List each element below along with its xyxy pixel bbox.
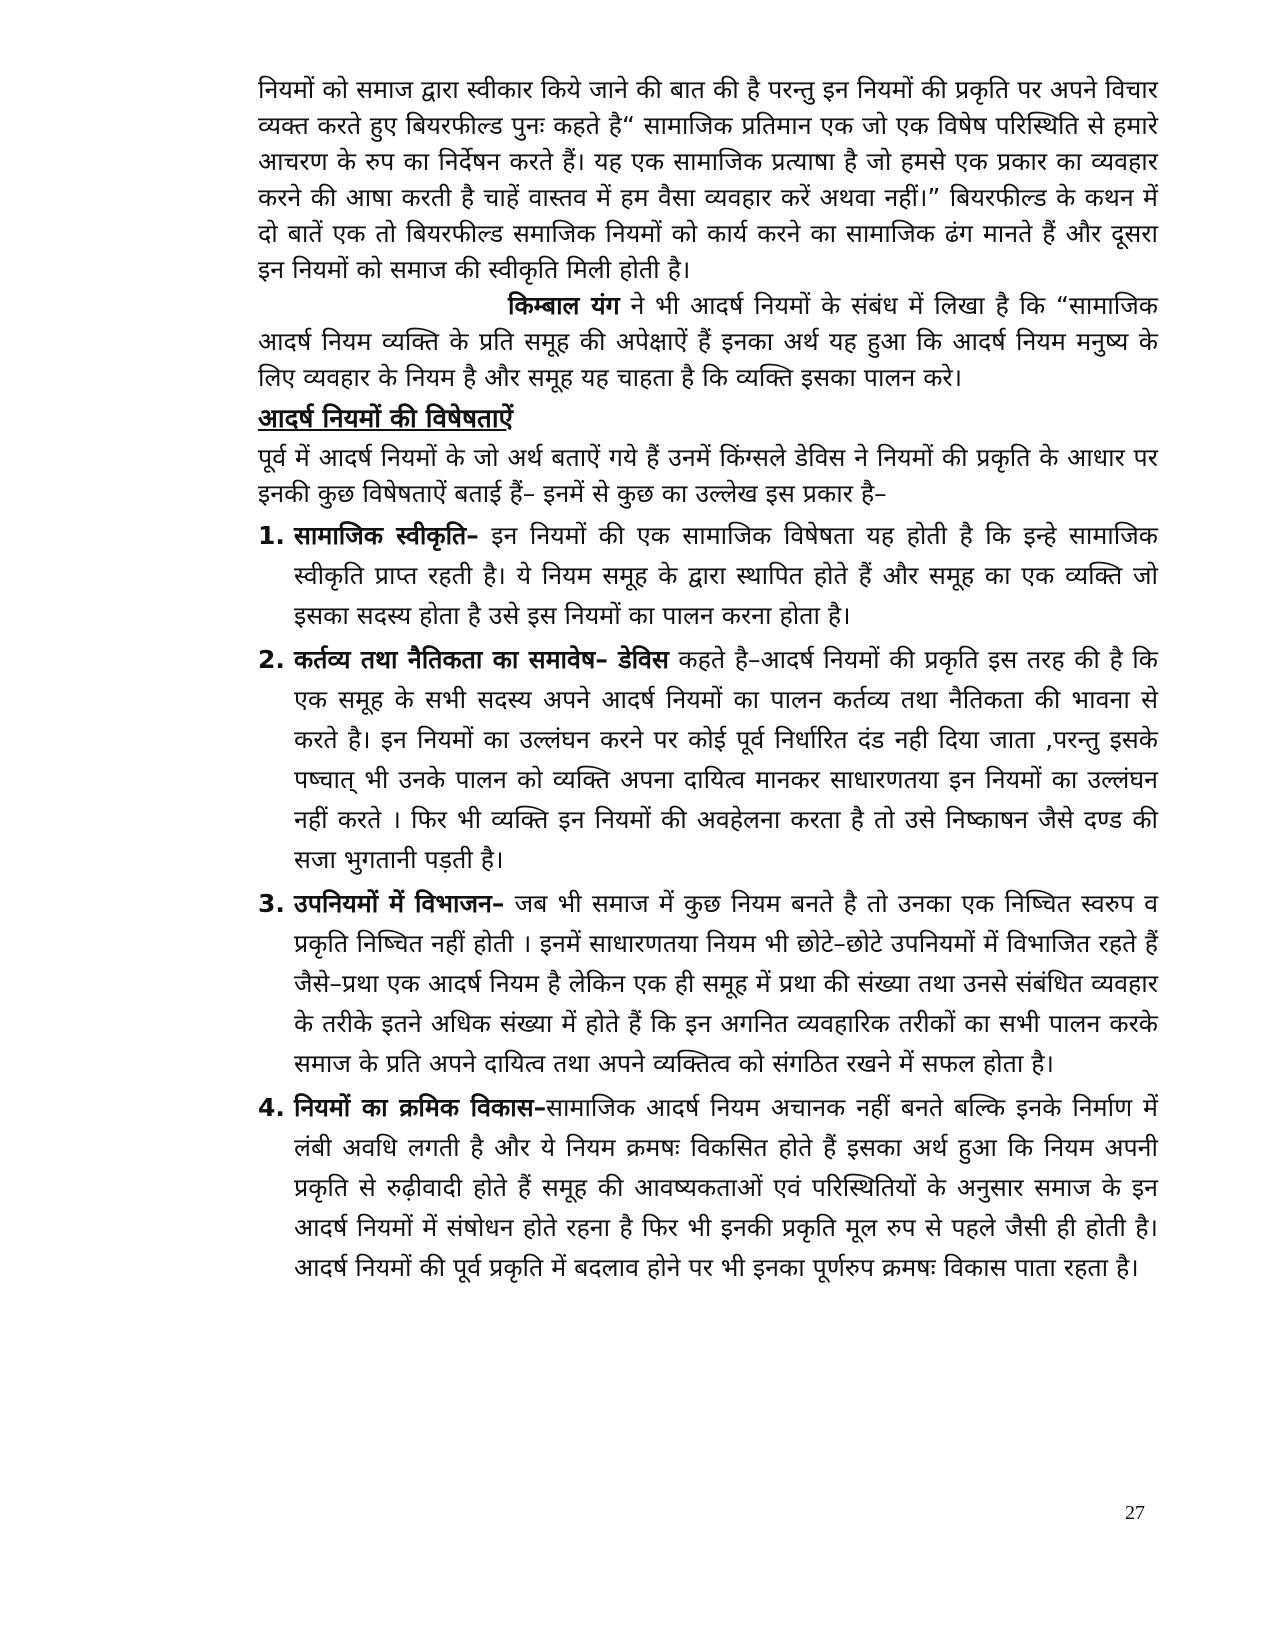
kimball-young-bold: किम्बाल यंग — [508, 291, 620, 320]
kimball-young-text: ने भी आदर्ष नियमों के संबंध में लिखा है कि “सामाजिक आदर्ष नियम व्यक्ति के प्रति समूह की अपेक्षाऐं हैं इनका अर्थ यह हुआ कि आदर्ष नियम मनुष्य के लिए व्यवहार के नियम है और समूह यह चाहता है कि व्यक्ति इसका पालन करे। — [258, 291, 1159, 392]
list-item-number: 4. — [258, 1093, 285, 1122]
list-item-title: उपनियमों में विभाजन– — [294, 889, 505, 918]
list-item-title: नियमों का क्रमिक विकास– — [294, 1093, 547, 1122]
list-item-number: 1. — [258, 521, 285, 550]
list-item-text: जब भी समाज में कुछ नियम बनते है तो उनका एक निष्चित स्वरुप व प्रकृति निष्चित नहीं होती । इनमें साधारणतया नियम भी छोटे–छोटे उपनियमों में विभाजित रहते हैं जैसे–प्रथा एक आदर्ष नियम है लेकिन एक ही समूह में प्रथा की संख्या तथा उनसे संबंधित व्यवहार के तरीके इतने अधिक संख्या में होते हैं कि इन अगनित व्यवहारिक तरीकों का सभी पालन करके समाज के प्रति अपने दायित्व तथा अपने व्यक्तित्व को संगठित रखने में सफल होता है। — [294, 889, 1158, 1078]
list-item-number: 3. — [258, 889, 285, 918]
characteristics-list — [258, 516, 1158, 1288]
list-item-number: 2. — [258, 645, 285, 674]
list-item-title: कर्तव्य तथा नैतिकता का समावेष– डेविस — [294, 645, 669, 674]
list-item — [258, 640, 1158, 880]
list-item-text: इन नियमों की एक सामाजिक विषेषता यह होती है कि इन्हे सामाजिक स्वीकृति प्राप्त रहती है। ये नियम समूह के द्वारा स्थापित होते हैं और समूह का एक व्यक्ति जो इसका सदस्य होता है उसे इस नियमों का पालन करना होता है। — [294, 521, 1158, 630]
section-heading: आदर्ष नियमों की विषेषताऐं — [258, 404, 513, 434]
list-item-title: सामाजिक स्वीकृति– — [294, 521, 479, 550]
page-number: 27 — [1125, 1502, 1145, 1524]
paragraph-intro: पूर्व में आदर्ष नियमों के जो अर्थ बताऐं गये हैं उनमें किंग्सले डेविस ने नियमों की प्रकृति के आधार पर इनकी कुछ विषेषताऐं बताई हैं– इनमें से कुछ का उल्लेख इस प्रकार है– — [258, 443, 1158, 508]
document-page — [258, 72, 1158, 1292]
list-item — [258, 516, 1158, 636]
list-item — [258, 884, 1158, 1084]
list-item — [258, 1088, 1158, 1288]
list-item-text: सामाजिक आदर्ष नियम अचानक नहीं बनते बल्कि इनके निर्माण में लंबी अवधि लगती है और ये नियम क्रमषः विकसित होते हैं इसका अर्थ हुआ कि नियम अपनी प्रकृति से रुढ़ीवादी होते हैं समूह की आवष्यकताओं एवं परिस्थितियों के अनुसार समाज के इन आदर्ष नियमों में संषोधन होते रहना है फिर भी इनकी प्रकृति मूल रुप से पहले जैसी ही होती है। आदर्ष नियमों की पूर्व प्रकृति में बदलाव होने पर भी इनका पूर्णरुप क्रमषः विकास पाता रहता है। — [294, 1093, 1158, 1282]
list-item-text: कहते है–आदर्ष नियमों की प्रकृति इस तरह की है कि एक समूह के सभी सदस्य अपने आदर्ष नियमों का पालन कर्तव्य तथा नैतिकता की भावना से करते है। इन नियमों का उल्लंघन करने पर कोई पूर्व निर्धारित दंड नही दिया जाता ,परन्तु इसके पष्चात् भी उनके पालन को व्यक्ति अपना दायित्व मानकर साधारणतया इन नियमों का उल्लंघन नहीं करते । फिर भी व्यक्ति इन नियमों की अवहेलना करता है तो उसे निष्काषन जैसे दण्ड की सजा भुगतानी पड़ती है। — [294, 645, 1158, 874]
paragraph-bierstedt: नियमों को समाज द्वारा स्वीकार किये जाने की बात की है परन्तु इन नियमों की प्रकृति पर अपने विचार व्यक्त करते हुए बियरफील्ड पुनः कहते है“ सामाजिक प्रतिमान एक जो एक विषेष परिस्थिति से हमारे आचरण के रुप का निर्देषन करते हैं। यह एक सामाजिक प्रत्याषा है जो हमसे एक प्रकार का व्यवहार करने की आषा करती है चाहें वास्तव में हम वैसा व्यवहार करें अथवा नहीं।” बियरफील्ड के कथन में दो बातें एक तो बियरफील्ड समाजिक नियमों को कार्य करने का सामाजिक ढंग मानते हैं और दूसरा इन नियमों को समाज की स्वीकृति मिली होती है। — [258, 75, 1158, 284]
paragraph-kimball-young — [258, 288, 1158, 396]
